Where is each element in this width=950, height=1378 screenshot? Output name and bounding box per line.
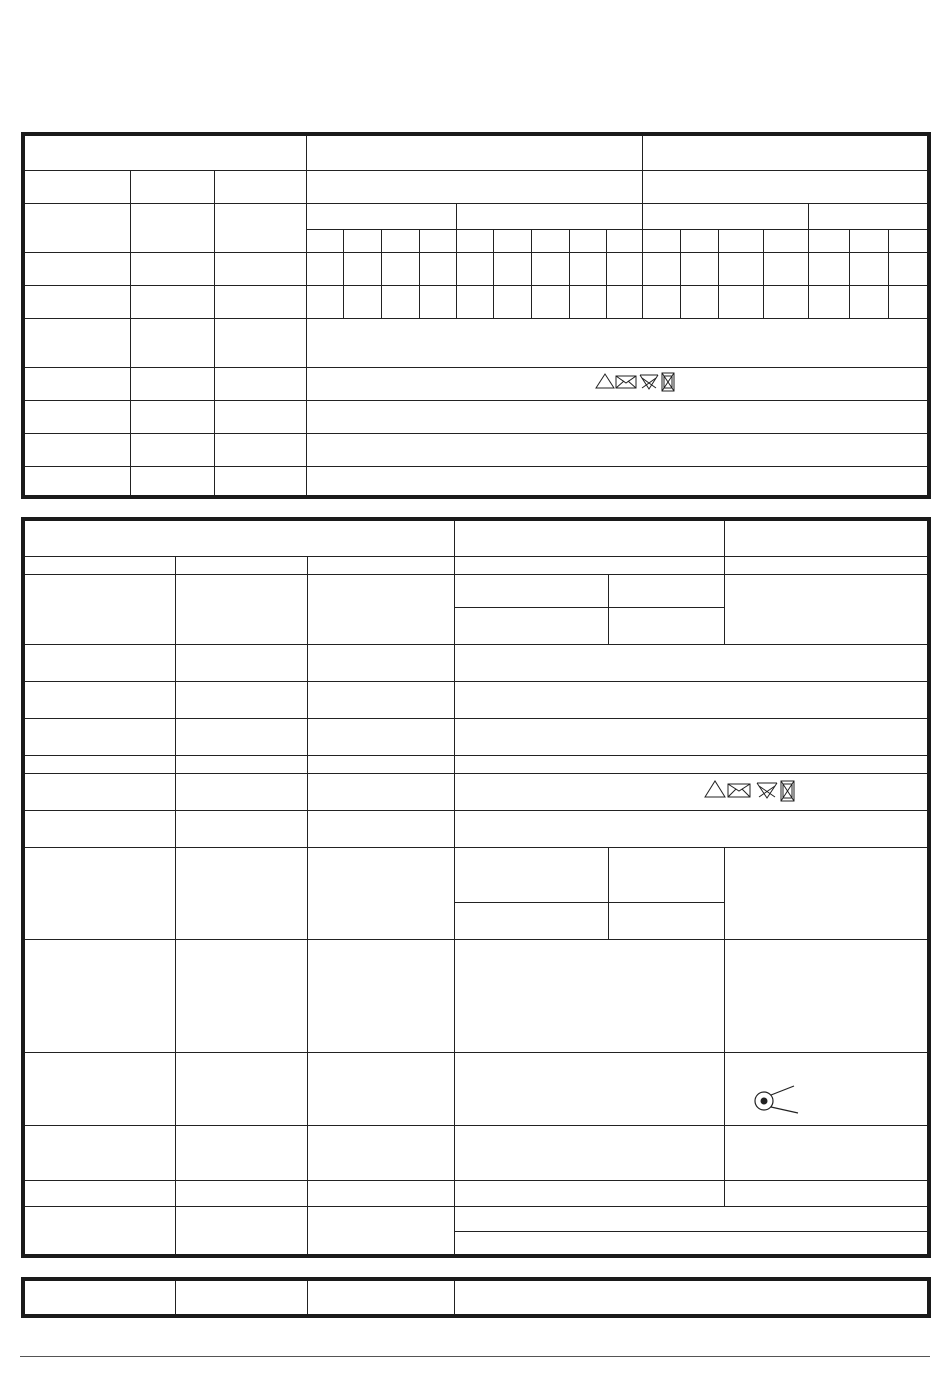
t2-row-divider bbox=[454, 607, 724, 608]
t1-row-divider bbox=[24, 466, 928, 467]
crossed-bin-icon bbox=[662, 373, 674, 391]
t2-row-divider bbox=[24, 939, 928, 940]
table-3 bbox=[21, 1277, 931, 1318]
t2-row-divider bbox=[24, 574, 928, 575]
envelope-icon bbox=[616, 376, 636, 388]
t1-group-divider bbox=[642, 203, 643, 318]
t1-col-divider bbox=[130, 170, 131, 496]
t3-col-divider bbox=[175, 1280, 176, 1315]
t2-care-symbols bbox=[703, 779, 803, 803]
t1-grid-divider bbox=[381, 229, 382, 318]
t2-row-divider bbox=[24, 718, 928, 719]
table-2 bbox=[21, 517, 931, 1258]
t2-row-divider bbox=[24, 1125, 928, 1126]
t2-row-divider bbox=[24, 644, 928, 645]
t2-row-divider bbox=[24, 681, 928, 682]
t3-col-divider bbox=[454, 1280, 455, 1315]
t2-col-divider bbox=[608, 574, 609, 644]
t2-col-divider bbox=[454, 520, 455, 1255]
t1-col-divider bbox=[214, 170, 215, 496]
t1-row-divider bbox=[24, 170, 928, 171]
t2-row-divider bbox=[24, 755, 928, 756]
t1-col-divider bbox=[642, 135, 643, 203]
warning-triangle-icon bbox=[596, 374, 614, 388]
t1-grid-divider bbox=[419, 229, 420, 318]
t1-group-divider bbox=[808, 203, 809, 318]
t2-row-divider bbox=[24, 1180, 928, 1181]
no-tumble-icon bbox=[757, 783, 777, 798]
t1-grid-divider bbox=[343, 229, 344, 318]
t1-grid-divider bbox=[531, 229, 532, 318]
t2-row-divider bbox=[454, 1231, 928, 1232]
t1-row-divider bbox=[24, 318, 928, 319]
table-1 bbox=[21, 132, 931, 499]
t3-col-divider bbox=[307, 1280, 308, 1315]
t1-grid-divider bbox=[888, 229, 889, 318]
footer-rule bbox=[20, 1356, 930, 1357]
no-tumble-icon bbox=[640, 375, 658, 389]
t1-row-divider bbox=[24, 203, 928, 204]
t1-row-divider bbox=[24, 285, 928, 286]
t1-grid-divider bbox=[569, 229, 570, 318]
t1-row-divider bbox=[24, 400, 928, 401]
t2-col-divider bbox=[307, 556, 308, 1255]
t2-col-divider bbox=[724, 520, 725, 644]
envelope-icon bbox=[728, 784, 750, 797]
t2-row-divider bbox=[24, 773, 928, 774]
t2-row-divider bbox=[24, 1206, 928, 1207]
t1-grid-divider bbox=[493, 229, 494, 318]
t2-row-divider bbox=[24, 810, 928, 811]
t1-row-divider bbox=[24, 433, 928, 434]
t1-care-symbols bbox=[594, 372, 684, 394]
t1-group-divider bbox=[456, 203, 457, 318]
t1-col-divider bbox=[306, 135, 307, 496]
coax-connector-icon bbox=[752, 1082, 802, 1118]
t2-row-divider bbox=[454, 902, 724, 903]
t1-row-divider bbox=[306, 229, 928, 230]
t1-grid-divider bbox=[606, 229, 607, 318]
t2-col-divider bbox=[724, 847, 725, 1206]
warning-triangle-icon bbox=[705, 781, 725, 797]
t1-grid-divider bbox=[718, 229, 719, 318]
t2-row-divider bbox=[24, 847, 928, 848]
crossed-bin-icon bbox=[781, 781, 794, 801]
t1-grid-divider bbox=[763, 229, 764, 318]
t2-col-divider bbox=[608, 847, 609, 939]
t1-grid-divider bbox=[680, 229, 681, 318]
t1-grid-divider bbox=[849, 229, 850, 318]
t1-row-divider bbox=[24, 252, 928, 253]
t1-row-divider bbox=[24, 367, 928, 368]
t2-row-divider bbox=[24, 1052, 928, 1053]
t2-row-divider bbox=[24, 556, 928, 557]
t2-col-divider bbox=[175, 556, 176, 1255]
